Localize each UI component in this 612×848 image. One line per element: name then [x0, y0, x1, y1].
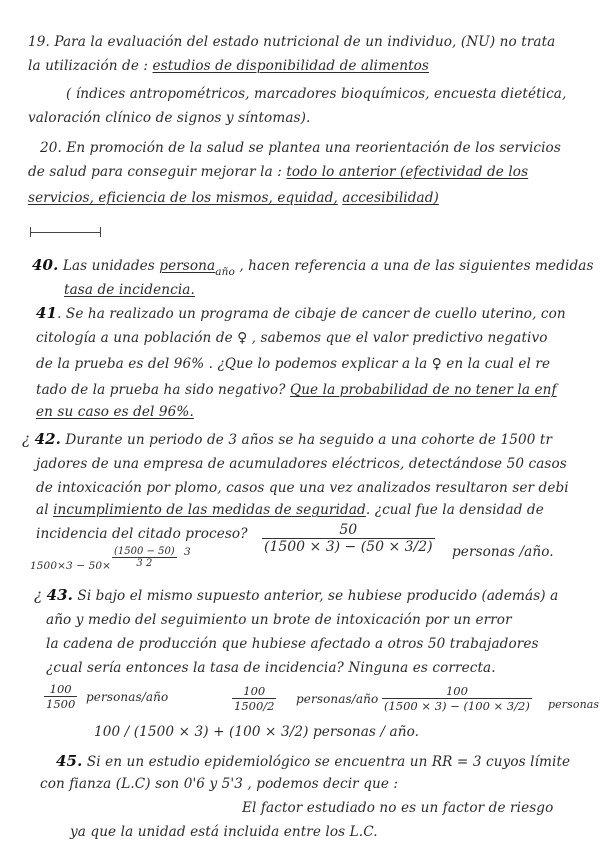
q42-line-4 — [36, 502, 544, 518]
q41-line-1-text: . Se ha realizado un programa de cibaje de cancer de cuello uterino, con — [57, 306, 566, 322]
q42-line-2: jadores de una empresa de acumuladores eléctricos, detectándose 50 casos — [36, 456, 567, 472]
q43-option-2-denominator: 1500/2 — [234, 699, 275, 713]
q41-line-2: citología a una población de ♀ , sabemos que el valor predictivo negativo — [36, 330, 548, 346]
q40-line-1 — [32, 256, 594, 278]
q40-number: 40. — [32, 256, 59, 274]
q41-answer-end: en su caso es del 96%. — [36, 404, 194, 420]
q43-option-4: 100 / (1500 × 3) + (100 × 3/2) personas / año. — [94, 724, 420, 740]
q20-answer-end: accesibilidad) — [342, 190, 439, 206]
q43-question: ¿cual sería entonces la tasa de incidencia? — [46, 660, 344, 676]
q43-line-3: la cadena de producción que hubiese afectado a otros 50 trabajadores — [46, 636, 539, 652]
q43-prefix: ¿ — [34, 586, 43, 604]
separator-tick-left — [30, 227, 31, 237]
q43-option-1-unit: personas/año — [86, 690, 169, 704]
q42-line-4-rest: . ¿cual fue la densidad de — [365, 502, 544, 518]
q43-option-3-fraction — [382, 684, 532, 713]
q43-option-1-denominator: 1500 — [46, 697, 76, 711]
q42-side-numerator: (1500 − 50) — [114, 546, 175, 557]
q20-line-1: 20. En promoción de la salud se plantea una reorientación de los servicios — [40, 140, 561, 156]
q42-unit: personas /año. — [452, 544, 554, 560]
q42-side-fraction — [112, 546, 177, 569]
q20-line-2-lead: de salud para conseguir mejorar la : — [28, 164, 282, 180]
q40-unit-ano: año — [215, 266, 235, 278]
q42-line-4-lead: al — [36, 502, 49, 518]
q19-line-2 — [28, 58, 429, 74]
q43-option-2-numerator: 100 — [232, 684, 276, 699]
q43-line-1 — [34, 586, 558, 604]
q42-line-1-text: Durante un periodo de 3 años se ha seguido a una cohorte de 1500 tr — [65, 432, 553, 448]
q40-unit-persona: persona — [159, 258, 216, 274]
q42-number: 42. — [34, 430, 61, 448]
q45-line-2: con fianza (L.C) son 0'6 y 5'3 , podemos decir que : — [40, 776, 399, 792]
q42-side-exponent: 3 — [184, 546, 191, 558]
q19-line-2-lead: la utilización de : — [28, 58, 149, 74]
q42-line-5: incidencia del citado proceso? — [36, 526, 248, 542]
separator-tick-right — [100, 227, 101, 237]
q45-line-1-text: Si en un estudio epidemiológico se encuentra un RR = 3 cuyos límite — [86, 754, 571, 770]
q42-line-1 — [22, 430, 552, 448]
q20-answer-cont: servicios, eficiencia de los mismos, equidad, — [28, 190, 338, 206]
separator-line — [30, 232, 100, 233]
q43-line-1-text: Si bajo el mismo supuesto anterior, se hubiese producido (además) a — [77, 588, 559, 604]
q41-line-1 — [36, 304, 566, 322]
q43-option-3-denominator: (1500 × 3) − (100 × 3/2) — [384, 699, 530, 713]
q43-option-2-unit: personas/año — [296, 692, 379, 706]
q43-line-4 — [46, 660, 496, 676]
q45-answer-1: El factor estudiado no es un factor de riesgo — [242, 800, 554, 816]
q19-line-3: ( índices antropométricos, marcadores bioquímicos, encuesta dietética, — [66, 86, 567, 102]
q43-option-3-unit: personas — [548, 698, 600, 711]
q42-line-3: de intoxicación por plomo, casos que una vez analizados resultaron ser debi — [36, 480, 569, 496]
q43-line-2: año y medio del seguimiento un brote de intoxicación por un error — [46, 612, 512, 628]
q45-line-1 — [56, 752, 570, 770]
q45-number: 45. — [56, 752, 83, 770]
q42-fraction-numerator: 50 — [262, 522, 435, 539]
q43-option-2-fraction — [232, 684, 276, 713]
q43-option-1-numerator: 100 — [44, 682, 77, 697]
q43-option-3-numerator: 100 — [382, 684, 532, 699]
q41-number: 41 — [36, 304, 58, 322]
q41-line-4 — [36, 382, 557, 398]
q43-answer: Ninguna es correcta. — [348, 660, 496, 676]
q42-side-note: 1500×3 − 50× — [30, 560, 112, 572]
q20-line-2 — [28, 164, 528, 180]
q41-line-3: de la prueba es del 96% . ¿Que lo podemos explicar a la ♀ en la cual el re — [36, 356, 551, 372]
q40-lead: Las unidades — [62, 258, 155, 274]
q19-line-4: valoración clínico de signos y síntomas). — [28, 110, 311, 126]
q43-number: 43. — [46, 586, 73, 604]
q20-line-3 — [28, 190, 439, 206]
q41-answer: Que la probabilidad de no tener la enf — [289, 382, 557, 398]
q42-fraction-denominator: (1500 × 3) − (50 × 3/2) — [264, 539, 433, 555]
q40-rest: , hacen referencia a una de las siguientes medidas — [239, 258, 594, 274]
q42-side-denominator: 3 2 — [136, 558, 153, 569]
q41-line-4-lead: tado de la prueba ha sido negativo? — [36, 382, 286, 398]
q20-answer: todo lo anterior (efectividad de los — [286, 164, 529, 180]
q40-answer: tasa de incidencia. — [64, 282, 195, 298]
q42-underlined: incumplimiento de las medidas de seguridad — [53, 502, 366, 518]
q42-answer-fraction — [262, 522, 435, 555]
q19-line-1: 19. Para la evaluación del estado nutricional de un individuo, (NU) no trata — [28, 34, 556, 50]
q43-option-1-fraction — [44, 682, 77, 711]
q42-prefix: ¿ — [22, 430, 31, 448]
q45-answer-2: ya que la unidad está incluida entre los L.C. — [70, 824, 378, 840]
q19-answer: estudios de disponibilidad de alimentos — [152, 58, 430, 74]
